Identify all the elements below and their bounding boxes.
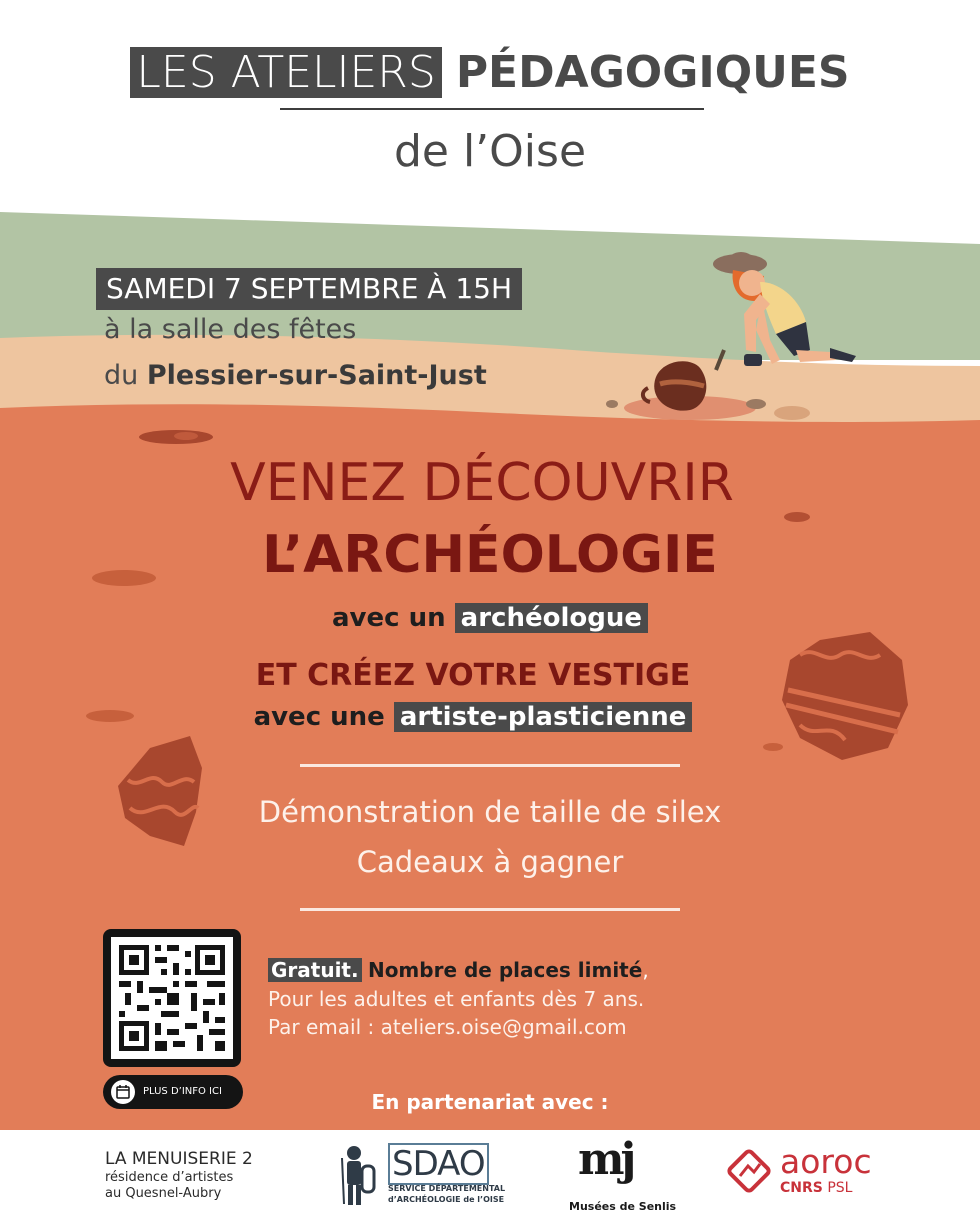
email-line bbox=[268, 1013, 627, 1041]
partner-aoroc-cnrs: CNRS bbox=[780, 1180, 823, 1196]
more-info-label: PLUS D’INFO ICI bbox=[143, 1086, 222, 1097]
headline-line-1: VENEZ DÉCOUVRIR bbox=[230, 453, 734, 513]
header-divider bbox=[280, 108, 704, 110]
email-link[interactable]: ateliers.oise@gmail.com bbox=[380, 1015, 627, 1039]
divider bbox=[300, 764, 680, 767]
dig-stone bbox=[774, 406, 810, 420]
partners-title: En partenariat avec : bbox=[371, 1090, 609, 1114]
with-prefix: avec un bbox=[331, 603, 446, 633]
pebble bbox=[174, 432, 198, 440]
partner-sdao-line1: SERVICE DÉPARTEMENTAL bbox=[388, 1184, 506, 1193]
free-tag: Gratuit. bbox=[268, 958, 362, 982]
partner-menuiserie-place: au Quesnel-Aubry bbox=[105, 1186, 222, 1201]
title-light-box: LES ATELIERS bbox=[130, 47, 441, 98]
create-vestige-line: ET CRÉEZ VOTRE VESTIGE bbox=[255, 658, 691, 693]
partner-senlis-name: Musées de Senlis bbox=[569, 1200, 677, 1213]
dig-stone bbox=[746, 399, 766, 409]
title-bold: PÉDAGOGIQUES bbox=[455, 47, 850, 98]
audience-line: Pour les adultes et enfants dès 7 ans. bbox=[268, 987, 645, 1011]
archeologist-line bbox=[0, 598, 980, 638]
qr-code-pattern bbox=[111, 937, 233, 1059]
venue-prefix: du bbox=[104, 360, 139, 391]
partner-sdao-line2: d’ARCHÉOLOGIE de l’OISE bbox=[388, 1195, 505, 1204]
artist-line bbox=[0, 697, 946, 737]
sdao-warrior-logo-icon bbox=[336, 1144, 382, 1210]
partner-senlis-logo: mj bbox=[578, 1134, 633, 1185]
partner-aoroc-psl: PSL bbox=[827, 1180, 853, 1196]
pebble bbox=[763, 743, 783, 751]
partner-aoroc-name: aoroc bbox=[780, 1142, 872, 1181]
partner-menuiserie-desc: résidence d’artistes bbox=[105, 1170, 234, 1185]
feature-item: Cadeaux à gagner bbox=[356, 845, 624, 879]
artist-tag: artiste-plasticienne bbox=[394, 702, 693, 732]
event-date-badge: SAMEDI 7 SEPTEMBRE À 15H bbox=[96, 268, 522, 310]
with-prefix: avec une bbox=[253, 702, 385, 732]
divider bbox=[300, 908, 680, 911]
venue-line: à la salle des fêtes bbox=[104, 314, 357, 345]
venue-place-line bbox=[104, 356, 487, 396]
venue-place: Plessier-sur-Saint-Just bbox=[146, 360, 487, 391]
qr-code-icon bbox=[111, 937, 233, 1059]
email-label: Par email : bbox=[268, 1015, 375, 1039]
partner-aoroc-sub bbox=[780, 1180, 852, 1196]
archeologist-tag: archéologue bbox=[455, 603, 648, 633]
dig-stone bbox=[606, 400, 618, 408]
aoroc-logo-icon bbox=[724, 1146, 774, 1196]
partner-menuiserie-name: LA MENUISERIE 2 bbox=[105, 1149, 253, 1169]
page-subtitle: de l’Oise bbox=[393, 126, 587, 177]
partner-sdao-name: SDAO bbox=[388, 1143, 489, 1185]
headline-line-2: L’ARCHÉOLOGIE bbox=[262, 525, 718, 585]
feature-item: Démonstration de taille de silex bbox=[258, 795, 722, 829]
pricing-line bbox=[268, 956, 649, 984]
page-title bbox=[0, 46, 980, 100]
limited-seats: Nombre de places limité bbox=[367, 958, 643, 982]
limited-suffix: , bbox=[642, 958, 649, 982]
